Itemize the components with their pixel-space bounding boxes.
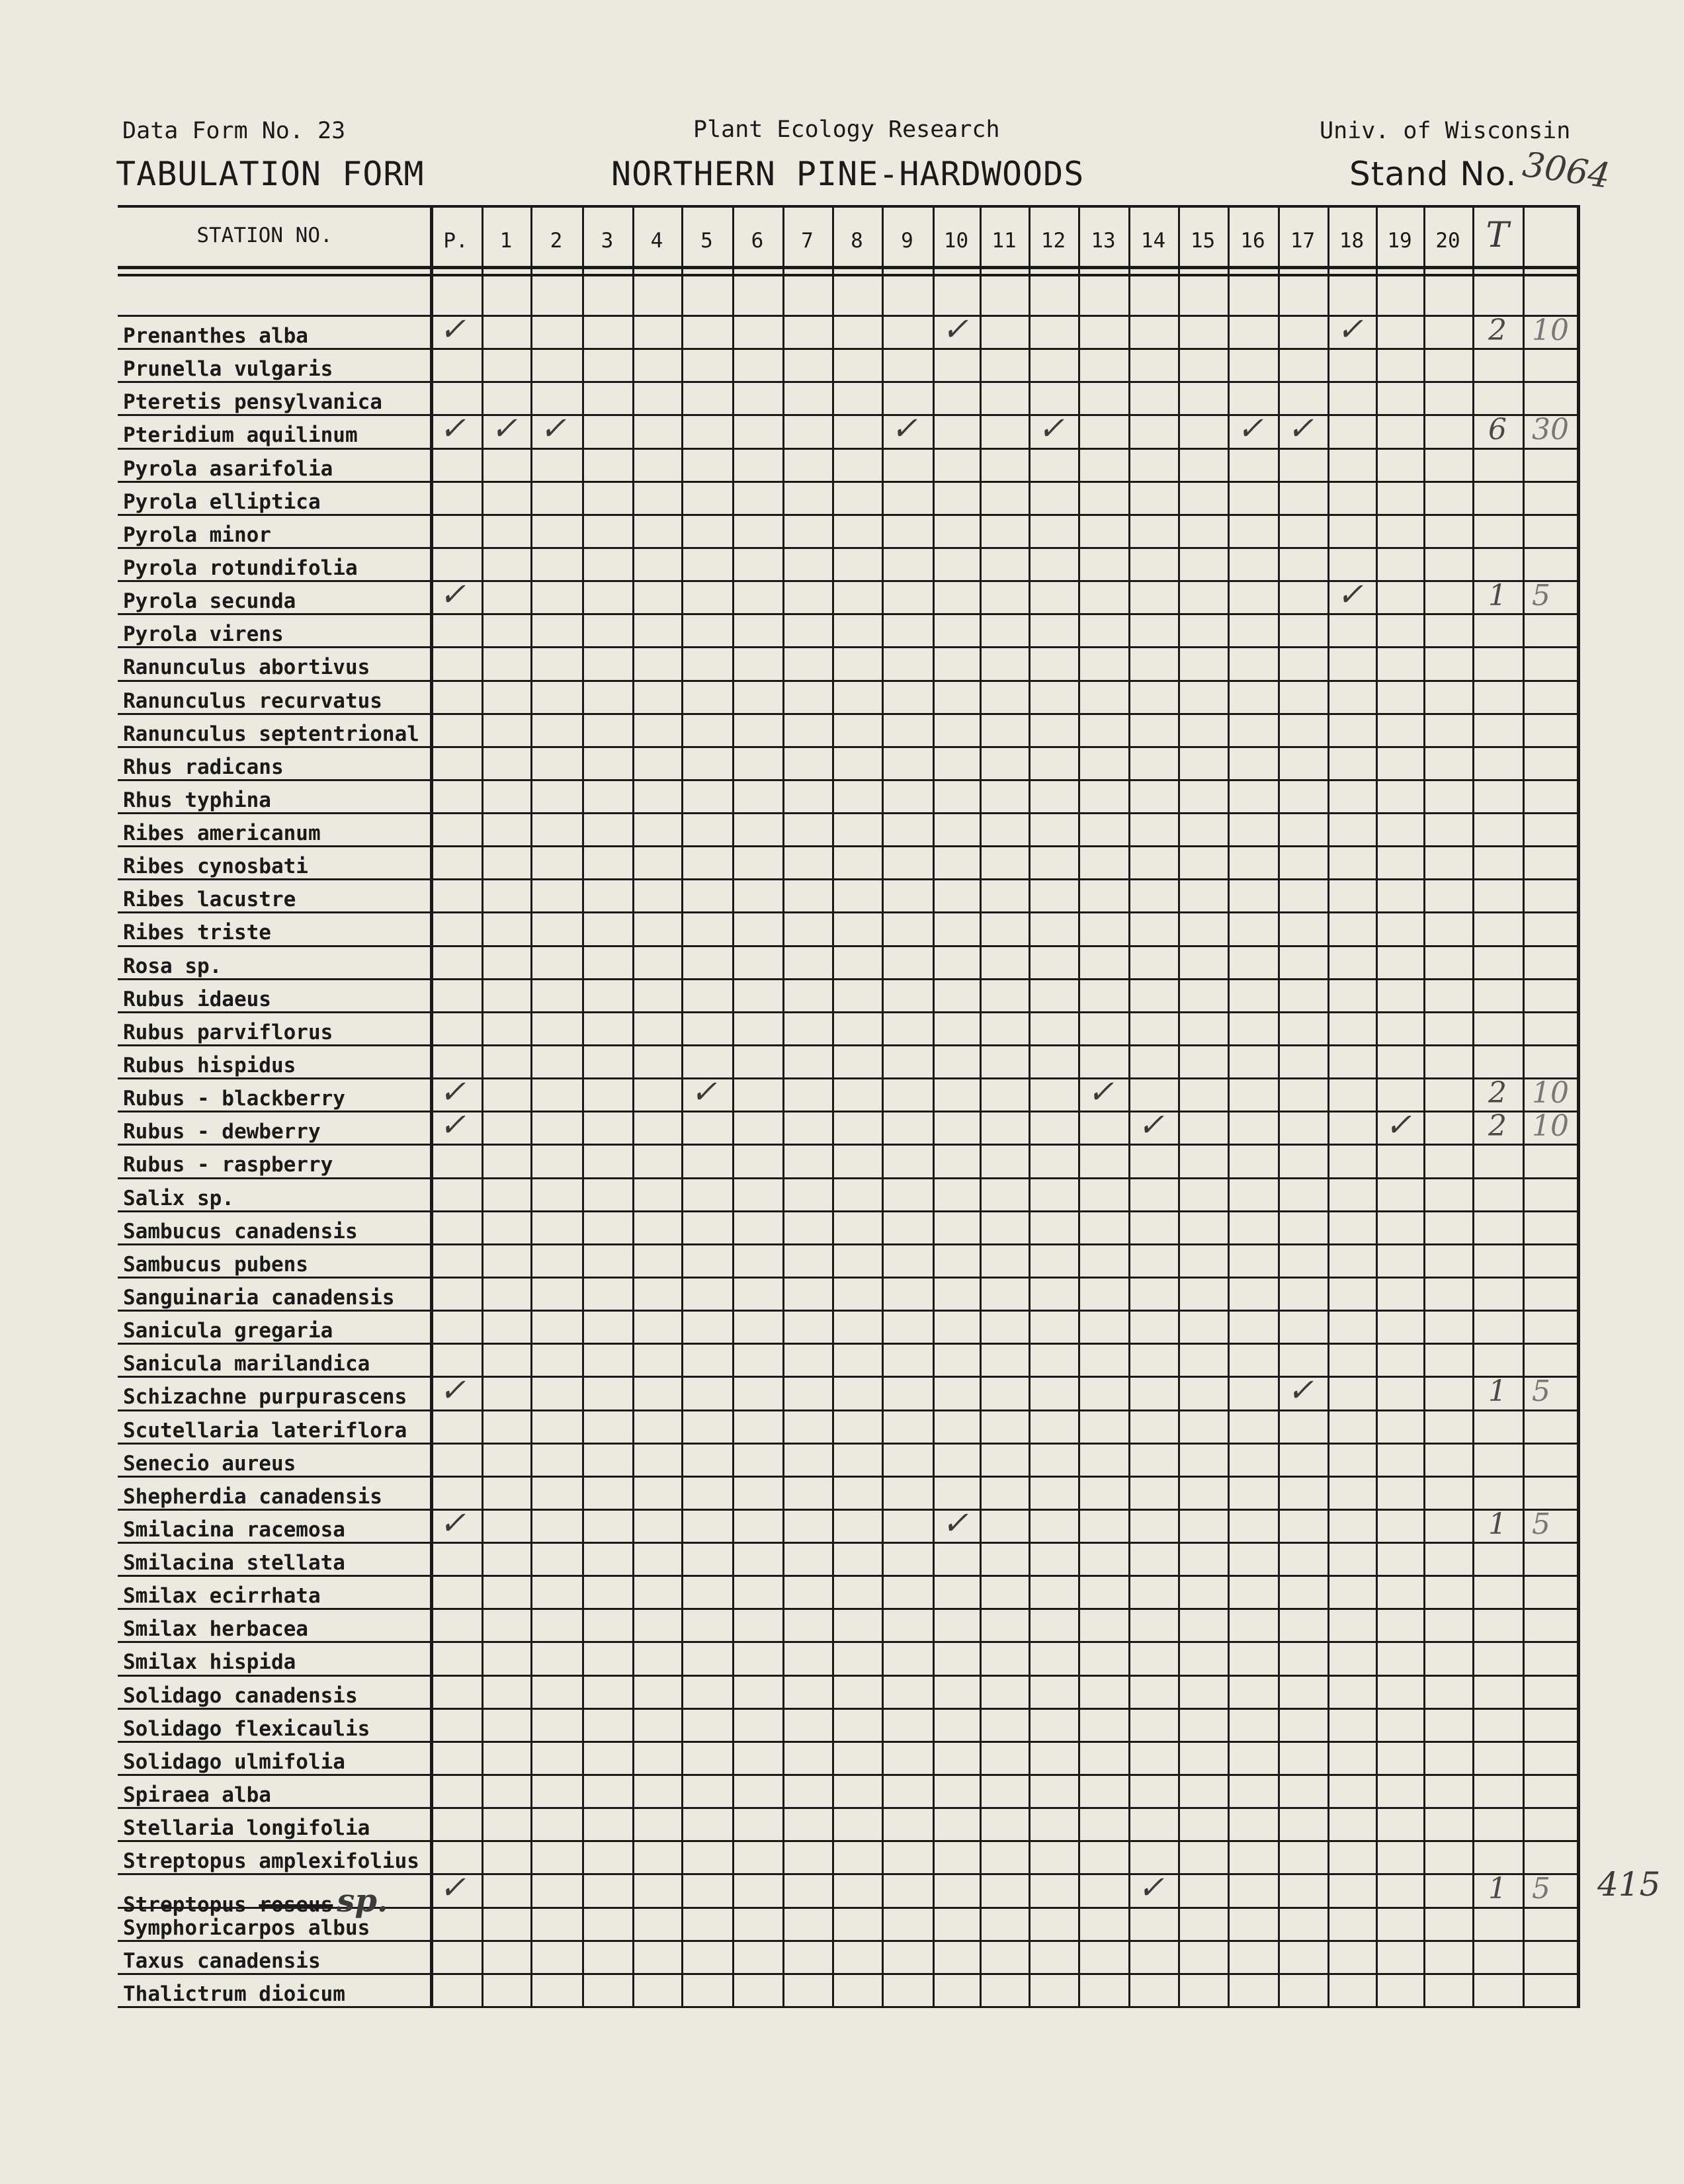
row-rule bbox=[118, 1807, 1577, 1809]
column-rule bbox=[1278, 205, 1280, 2008]
row-rule bbox=[118, 1542, 1577, 1544]
check-mark: ✓ bbox=[540, 410, 567, 448]
column-header: 11 bbox=[991, 229, 1017, 253]
species-name: Sanguinaria canadensis bbox=[123, 1285, 395, 1310]
species-name: Schizachne purpurascens bbox=[123, 1385, 407, 1409]
row-percent: 10 bbox=[1532, 314, 1569, 347]
species-name: Solidago flexicaulis bbox=[123, 1716, 370, 1741]
stand-number: 3064 bbox=[1520, 145, 1613, 196]
check-mark: ✓ bbox=[1287, 1372, 1314, 1409]
row-rule bbox=[118, 414, 1577, 416]
column-rule bbox=[1228, 205, 1230, 2008]
species-name: Stellaria longifolia bbox=[123, 1816, 370, 1841]
row-rule bbox=[118, 779, 1577, 781]
species-name: Pyrola secunda bbox=[123, 589, 296, 614]
check-mark: ✓ bbox=[1237, 410, 1264, 448]
row-rule bbox=[118, 381, 1577, 383]
check-mark: ✓ bbox=[891, 410, 918, 448]
check-mark: ✓ bbox=[1087, 1073, 1115, 1111]
column-rule bbox=[530, 205, 532, 2008]
column-header: 12 bbox=[1040, 229, 1066, 253]
species-name: Smilacina stellata bbox=[123, 1551, 345, 1575]
row-rule bbox=[118, 1509, 1577, 1511]
row-rule bbox=[118, 713, 1577, 715]
column-header: 15 bbox=[1190, 229, 1216, 253]
column-rule bbox=[1472, 205, 1474, 2008]
species-name: Rubus hispidus bbox=[123, 1054, 296, 1078]
row-rule bbox=[118, 1011, 1577, 1013]
column-rule bbox=[1376, 205, 1378, 2008]
species-name: Solidago canadensis bbox=[123, 1683, 358, 1708]
check-mark: ✓ bbox=[1138, 1107, 1165, 1144]
column-rule bbox=[632, 205, 634, 2008]
university-name: Univ. of Wisconsin bbox=[1320, 118, 1571, 144]
species-name: Pyrola virens bbox=[123, 622, 284, 647]
row-rule bbox=[118, 1476, 1577, 1478]
column-rule bbox=[482, 205, 484, 2008]
row-rule bbox=[118, 812, 1577, 814]
row-percent: 5 bbox=[1532, 579, 1550, 613]
column-header: 4 bbox=[650, 229, 663, 253]
row-rule bbox=[118, 1409, 1577, 1411]
row-rule bbox=[118, 514, 1577, 516]
row-percent: 30 bbox=[1532, 413, 1569, 447]
column-rule bbox=[1577, 205, 1580, 2008]
column-header: 7 bbox=[801, 229, 814, 253]
species-name: Pyrola elliptica bbox=[123, 489, 321, 514]
row-rule bbox=[118, 1608, 1577, 1610]
row-rule bbox=[118, 1641, 1577, 1643]
species-name: Rhus radicans bbox=[123, 755, 284, 779]
species-name: Rubus - blackberry bbox=[123, 1087, 345, 1111]
species-name: Thalictrum dioicum bbox=[123, 1982, 345, 2006]
row-rule bbox=[118, 1210, 1577, 1212]
species-name: Ribes triste bbox=[123, 921, 271, 945]
check-mark: ✓ bbox=[439, 1504, 466, 1542]
row-rule bbox=[118, 1111, 1577, 1113]
species-name: Shepherdia canadensis bbox=[123, 1484, 382, 1509]
species-name: Salix sp. bbox=[123, 1186, 234, 1210]
row-rule bbox=[118, 878, 1577, 880]
row-total: 1 bbox=[1488, 1507, 1507, 1541]
row-rule bbox=[118, 680, 1577, 682]
row-rule bbox=[118, 1940, 1577, 1942]
row-total: 1 bbox=[1488, 1374, 1507, 1409]
row-total: 1 bbox=[1488, 579, 1507, 613]
species-name: Prenanthes alba bbox=[123, 324, 308, 348]
check-mark: ✓ bbox=[439, 1869, 466, 1907]
species-name: Pteretis pensylvanica bbox=[123, 390, 382, 415]
row-rule bbox=[118, 1077, 1577, 1079]
column-header: 14 bbox=[1140, 229, 1166, 253]
column-header: 6 bbox=[751, 229, 764, 253]
struck-species-epithet: roseus bbox=[259, 1893, 333, 1917]
row-rule bbox=[118, 646, 1577, 648]
row-rule bbox=[118, 1575, 1577, 1577]
check-mark: ✓ bbox=[439, 1372, 466, 1409]
column-rule bbox=[933, 205, 935, 2008]
row-total: 2 bbox=[1488, 1076, 1507, 1111]
column-rule bbox=[782, 205, 784, 2008]
column-header: 18 bbox=[1339, 229, 1365, 253]
row-rule bbox=[118, 978, 1577, 980]
row-rule bbox=[118, 613, 1577, 615]
check-mark: ✓ bbox=[942, 1504, 969, 1542]
species-name: Spiraea alba bbox=[123, 1783, 271, 1808]
row-percent: 5 bbox=[1532, 1507, 1550, 1541]
species-name: Smilax ecirrhata bbox=[123, 1584, 321, 1609]
handwritten-species-note: sp. bbox=[337, 1882, 388, 1920]
row-total: 2 bbox=[1488, 1109, 1507, 1144]
species-name: Ranunculus abortivus bbox=[123, 655, 370, 680]
row-rule bbox=[118, 1144, 1577, 1146]
row-rule bbox=[118, 1177, 1577, 1179]
row-rule bbox=[118, 911, 1577, 913]
check-mark: ✓ bbox=[1138, 1869, 1165, 1907]
station-no-label: STATION NO. bbox=[196, 224, 333, 247]
row-rule bbox=[118, 1243, 1577, 1245]
species-name: Rubus parviflorus bbox=[123, 1020, 333, 1044]
species-name: Rubus - raspberry bbox=[123, 1153, 333, 1177]
row-total: 2 bbox=[1488, 314, 1507, 347]
column-rule bbox=[1029, 205, 1031, 2008]
stand-label: Stand No. bbox=[1349, 155, 1517, 193]
research-title: Plant Ecology Research bbox=[693, 116, 1000, 143]
row-rule bbox=[118, 1708, 1577, 1710]
species-name: Senecio aureus bbox=[123, 1451, 296, 1476]
row-rule bbox=[118, 547, 1577, 549]
check-mark: ✓ bbox=[1385, 1107, 1412, 1144]
check-mark: ✓ bbox=[439, 410, 466, 448]
check-mark: ✓ bbox=[691, 1073, 718, 1111]
column-header: 5 bbox=[700, 229, 713, 253]
row-rule bbox=[118, 1675, 1577, 1677]
check-mark: ✓ bbox=[439, 311, 466, 348]
row-rule bbox=[118, 746, 1577, 748]
row-rule bbox=[118, 348, 1577, 350]
row-rule bbox=[118, 1873, 1577, 1875]
column-header: 17 bbox=[1290, 229, 1316, 253]
species-name: Sambucus canadensis bbox=[123, 1219, 358, 1243]
column-header: P. bbox=[443, 229, 468, 253]
species-name: Ribes americanum bbox=[123, 821, 321, 846]
species-name: Sanicula gregaria bbox=[123, 1319, 333, 1343]
row-rule bbox=[118, 448, 1577, 450]
row-rule bbox=[118, 1376, 1577, 1378]
column-header: 8 bbox=[851, 229, 863, 253]
row-total: 1 bbox=[1488, 1872, 1507, 1906]
species-name: Rosa sp. bbox=[123, 954, 222, 978]
row-rule bbox=[118, 1840, 1577, 1842]
column-rule bbox=[430, 205, 433, 2008]
species-name: Ranunculus septentrional bbox=[123, 722, 419, 746]
column-rule bbox=[882, 205, 884, 2008]
species-name: Ranunculus recurvatus bbox=[123, 689, 382, 713]
table-top-rule bbox=[118, 205, 1577, 208]
check-mark: ✓ bbox=[942, 311, 969, 348]
row-rule bbox=[118, 1343, 1577, 1345]
species-name: Prunella vulgaris bbox=[123, 357, 333, 382]
check-mark: ✓ bbox=[491, 410, 518, 448]
check-mark: ✓ bbox=[1337, 576, 1364, 614]
column-header: 2 bbox=[550, 229, 563, 253]
species-name: Pyrola minor bbox=[123, 523, 271, 547]
species-name: Ribes lacustre bbox=[123, 888, 296, 912]
species-name: Pyrola asarifolia bbox=[123, 456, 333, 481]
species-name: Solidago ulmifolia bbox=[123, 1749, 345, 1774]
species-name: Sanicula marilandica bbox=[123, 1352, 370, 1376]
row-percent: 5 bbox=[1532, 1374, 1550, 1409]
row-rule bbox=[118, 1774, 1577, 1776]
column-header: 16 bbox=[1240, 229, 1265, 253]
column-header: 1 bbox=[499, 229, 513, 253]
check-mark: ✓ bbox=[1337, 311, 1364, 348]
form-title: TABULATION FORM bbox=[116, 155, 425, 193]
form-number: Data Form No. 23 bbox=[122, 118, 346, 144]
column-rule bbox=[1523, 205, 1525, 2008]
species-name: Symphoricarpos albus bbox=[123, 1915, 370, 1940]
species-name: Pteridium aquilinum bbox=[123, 423, 358, 448]
species-name: Rubus - dewberry bbox=[123, 1120, 321, 1144]
row-percent: 10 bbox=[1532, 1076, 1569, 1111]
row-percent: 5 bbox=[1532, 1872, 1550, 1906]
row-rule bbox=[118, 845, 1577, 847]
column-rule bbox=[1327, 205, 1329, 2008]
species-name: Streptopus roseus sp. bbox=[123, 1882, 388, 1920]
check-mark: ✓ bbox=[439, 576, 466, 614]
column-header: 20 bbox=[1435, 229, 1460, 253]
species-name: Taxus canadensis bbox=[123, 1949, 321, 1973]
check-mark: ✓ bbox=[439, 1073, 466, 1111]
column-header: 10 bbox=[943, 229, 969, 253]
row-rule bbox=[118, 1044, 1577, 1046]
column-header: 13 bbox=[1091, 229, 1116, 253]
row-rule bbox=[118, 1277, 1577, 1279]
check-mark: ✓ bbox=[1287, 410, 1314, 448]
margin-sum-note: 415 bbox=[1597, 1865, 1661, 1904]
row-rule bbox=[118, 1973, 1577, 1975]
column-rule bbox=[1078, 205, 1080, 2008]
column-header: T bbox=[1486, 216, 1509, 255]
row-rule bbox=[118, 1741, 1577, 1743]
column-rule bbox=[1423, 205, 1425, 2008]
row-rule bbox=[118, 1443, 1577, 1445]
column-header: 19 bbox=[1387, 229, 1412, 253]
species-name: Smilax hispida bbox=[123, 1650, 296, 1675]
column-rule bbox=[1128, 205, 1130, 2008]
column-rule bbox=[832, 205, 834, 2008]
species-name: Sambucus pubens bbox=[123, 1252, 308, 1277]
column-header: 3 bbox=[601, 229, 614, 253]
column-rule bbox=[1178, 205, 1180, 2008]
species-name: Rhus typhina bbox=[123, 788, 271, 812]
row-total: 6 bbox=[1488, 413, 1507, 447]
species-name: Smilacina racemosa bbox=[123, 1517, 345, 1542]
species-name: Ribes cynosbati bbox=[123, 855, 308, 879]
column-rule bbox=[732, 205, 734, 2008]
column-rule bbox=[582, 205, 584, 2008]
species-name: Streptopus amplexifolius bbox=[123, 1849, 419, 1874]
row-percent: 10 bbox=[1532, 1109, 1569, 1144]
column-rule bbox=[980, 205, 982, 2008]
column-header: 9 bbox=[901, 229, 913, 253]
row-rule bbox=[118, 481, 1577, 483]
check-mark: ✓ bbox=[1038, 410, 1065, 448]
header-rule bbox=[118, 266, 1577, 269]
check-mark: ✓ bbox=[439, 1107, 466, 1144]
column-rule bbox=[681, 205, 683, 2008]
header-double-rule bbox=[118, 274, 1577, 276]
row-rule bbox=[118, 1310, 1577, 1312]
species-name: Pyrola rotundifolia bbox=[123, 556, 358, 580]
species-name: Scutellaria lateriflora bbox=[123, 1418, 407, 1443]
row-rule bbox=[118, 2006, 1577, 2008]
species-name: Smilax herbacea bbox=[123, 1617, 308, 1642]
species-name: Rubus idaeus bbox=[123, 987, 271, 1011]
forest-type-title: NORTHERN PINE-HARDWOODS bbox=[611, 155, 1085, 193]
row-rule bbox=[118, 945, 1577, 947]
